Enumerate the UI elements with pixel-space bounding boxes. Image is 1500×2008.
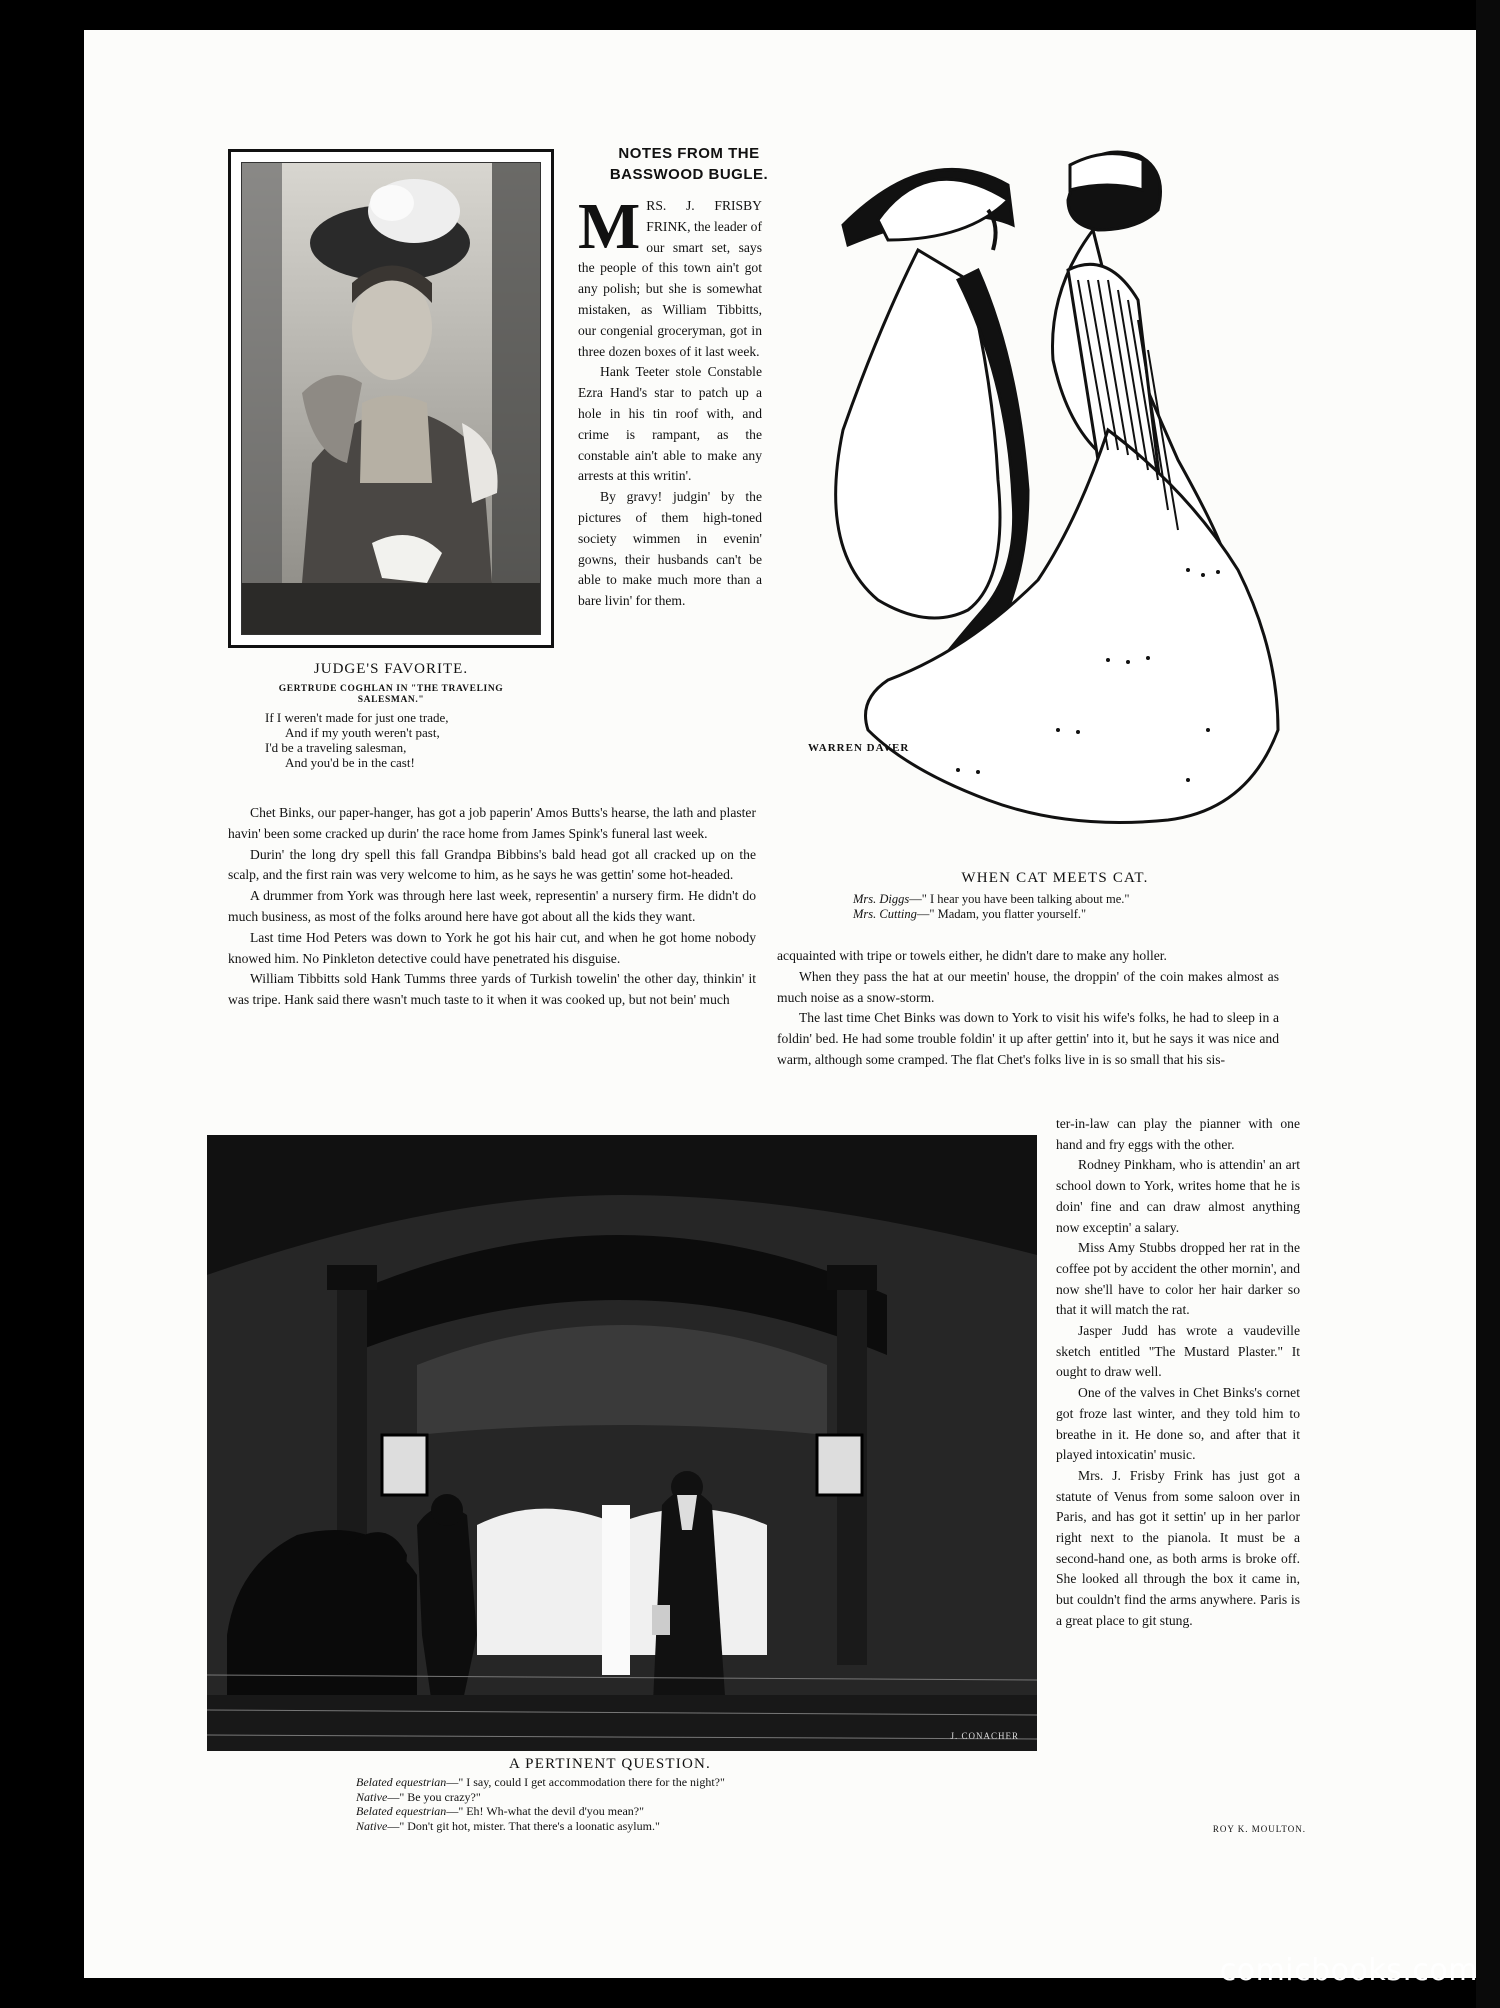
paragraph: Durin' the long dry spell this fall Grandpa Bibbins's bald head got all cracked up on the scalp, and the first rain was very welcome to him, as he says he was gettin' some hot-headed. bbox=[228, 846, 756, 883]
caption-line: Belated equestrian—" Eh! Wh-what the devil d'you mean?" bbox=[356, 1804, 644, 1818]
paragraph: Hank Teeter stole Constable Ezra Hand's star to patch up a hole in his tin roof with, and crime is rampant, as the constable ain't able to make any arrests at this writin'. bbox=[578, 364, 762, 484]
night-cartoon-caption bbox=[356, 1775, 976, 1833]
site-watermark: comicbooks.com bbox=[1219, 1953, 1478, 1988]
paragraph: One of the valves in Chet Binks's cornet got froze last winter, and they told him to breathe in it. He done so, and after that it played intoxicatin' music. bbox=[1056, 1385, 1300, 1463]
portrait-photo-image bbox=[242, 163, 540, 634]
paragraph: By gravy! judgin' by the pictures of them high-toned society wimmen in evenin' gowns, their husbands can't be able to make much more than a bare livin' for them. bbox=[578, 489, 762, 609]
headline-line-2: BASSWOOD BUGLE. bbox=[609, 166, 769, 183]
night-cartoon-signature: J. CONACHER bbox=[950, 1731, 1019, 1741]
night-cartoon-title: A PERTINENT QUESTION. bbox=[509, 1756, 711, 1772]
cat-cartoon-caption bbox=[853, 892, 1273, 922]
paragraph: Chet Binks, our paper-hanger, has got a job paperin' Amos Butts's hearse, the lath and plaster havin' been some cracked up durin' the race home from James Spink's funeral last week. bbox=[228, 805, 756, 841]
article-column-top bbox=[578, 190, 762, 612]
night-cartoon-drawing bbox=[207, 1135, 1037, 1751]
photo-subtitle-line-1: GERTRUDE COGHLAN IN "THE TRAVELING bbox=[278, 684, 504, 694]
drop-cap: M bbox=[578, 190, 641, 263]
paragraph: When they pass the hat at our meetin' house, the droppin' of the coin makes almost as much noise as a snow-storm. bbox=[777, 968, 1279, 1005]
cat-cartoon-signature: WARREN DAVER bbox=[808, 742, 910, 754]
paragraph: The last time Chet Binks was down to York to visit his wife's folks, he had to sleep in a foldin' bed. He had some trouble foldin' it up after gettin' into it, but he says it was nice and warm, although some cramped. The flat Chet's folks live in is so small that his sis- bbox=[777, 1010, 1279, 1067]
photo-subtitle-line-2: SALESMAN." bbox=[357, 695, 425, 705]
paragraph: William Tibbitts sold Hank Tumms three yards of Turkish towelin' the other day, thinkin' it was tripe. Hank said there wasn't much taste to it when it was cooked up, but not bein' much bbox=[228, 971, 756, 1008]
caption-line: Mrs. Cutting—" Madam, you flatter yourself." bbox=[853, 907, 1087, 921]
photo-subtitle bbox=[228, 684, 554, 706]
caption-line: Native—" Be you crazy?" bbox=[356, 1789, 481, 1804]
paragraph: acquainted with tripe or towels either, he didn't dare to make any holler. bbox=[777, 948, 1167, 963]
paragraph: ter-in-law can play the pianner with one hand and fry eggs with the other. bbox=[1056, 1116, 1300, 1152]
scan-edge bbox=[1476, 0, 1500, 2008]
poem-line: And if my youth weren't past, bbox=[285, 725, 440, 740]
paragraph: Mrs. J. Frisby Frink has just got a statute of Venus from some saloon over in Paris, and has got it settin' up in her parlor right next to the pianola. It must be a second-hand one, as both arms is broke off. She looked all through the box it came in, but couldn't find the arms anywhere. Paris is a great place to git stung. bbox=[1056, 1467, 1300, 1628]
speaker: Belated equestrian bbox=[356, 1775, 447, 1789]
photo-poem bbox=[265, 710, 555, 770]
poem-line: And you'd be in the cast! bbox=[285, 755, 415, 770]
article-byline: ROY K. MOULTON. bbox=[1212, 1824, 1306, 1834]
poem-line: If I weren't made for just one trade, bbox=[265, 710, 449, 725]
paragraph: Jasper Judd has wrote a vaudeville sketch entitled "The Mustard Plaster." It ought to draw well. bbox=[1056, 1323, 1300, 1380]
paragraph: Rodney Pinkham, who is attendin' an art school down to York, writes home that he is doin' fine and can draw almost anything now exceptin' a salary. bbox=[1056, 1157, 1300, 1235]
caption-line: Native—" Don't git hot, mister. That there's a loonatic asylum." bbox=[356, 1818, 660, 1833]
poem-line: I'd be a traveling salesman, bbox=[265, 740, 407, 755]
cat-cartoon bbox=[808, 130, 1308, 850]
paragraph: MRS. J. FRISBY FRINK, the leader of our smart set, says the people of this town ain't got any polish; but she is somewhat mistaken, as William Tibbitts, our congenial groceryman, got in three dozen boxes of it last week. bbox=[578, 190, 762, 359]
speaker: Native bbox=[356, 1789, 388, 1804]
article-headline bbox=[584, 143, 794, 185]
speaker: Belated equestrian bbox=[356, 1804, 447, 1818]
photo-title: JUDGE'S FAVORITE. bbox=[313, 661, 469, 677]
headline-line-1: NOTES FROM THE bbox=[618, 145, 760, 162]
caption-line: Mrs. Diggs—" I hear you have been talking about me." bbox=[853, 892, 1130, 906]
caption-line: Belated equestrian—" I say, could I get accommodation there for the night?" bbox=[356, 1775, 725, 1789]
paragraph: A drummer from York was through here last week, representin' a nursery firm. He didn't do much business, as most of the folks around here have got about all the kids they want. bbox=[228, 888, 756, 924]
article-column-left bbox=[228, 803, 756, 1011]
article-column-narrow bbox=[1056, 1114, 1300, 1632]
paragraph: Miss Amy Stubbs dropped her rat in the coffee pot by accident the other mornin', and now she'll have to color her hair darker so that it will match the rat. bbox=[1056, 1240, 1300, 1318]
speaker: Mrs. Diggs bbox=[853, 892, 910, 906]
portrait-photo-frame bbox=[228, 149, 554, 648]
article-column-right bbox=[777, 946, 1279, 1071]
speaker: Native bbox=[356, 1818, 388, 1833]
night-cartoon bbox=[207, 1135, 1037, 1751]
paragraph: Last time Hod Peters was down to York he got his hair cut, and when he got home nobody knowed him. No Pinkleton detective could have penetrated his disguise. bbox=[228, 929, 756, 966]
speaker: Mrs. Cutting bbox=[853, 907, 917, 921]
portrait-photo bbox=[241, 162, 541, 635]
cat-cartoon-title: WHEN CAT MEETS CAT. bbox=[961, 870, 1149, 886]
